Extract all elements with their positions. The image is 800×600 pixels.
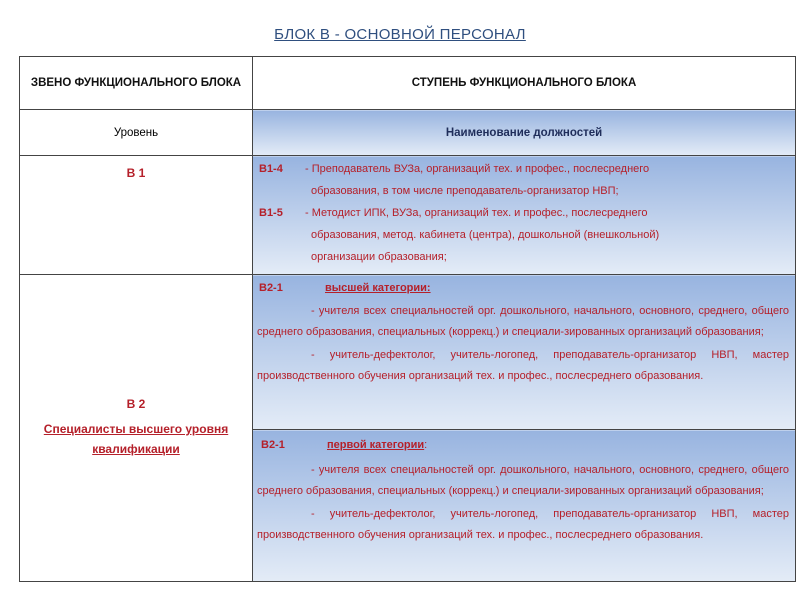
text: - Методист ИПК, ВУЗа, организаций тех. и профес., послесреднего [305, 207, 648, 219]
level-b1: В 1 [20, 156, 253, 275]
page-title: БЛОК В - ОСНОВНОЙ ПЕРСОНАЛ [274, 26, 526, 43]
level-code: В 2 [126, 397, 146, 411]
header-col2: СТУПЕНЬ ФУНКЦИОНАЛЬНОГО БЛОКА [253, 57, 796, 110]
text: - учителя всех специальностей орг. дошкольного, начального, основного, среднего, общего среднего образования, специальных (коррекц.) и специали-зированных организаций образования; [257, 305, 789, 338]
text: - учитель-дефектолог, учитель-логопед, преподаватель-организатор НВП, мастер производственного обучения организаций тех. и профес., послесреднего образования. [257, 349, 789, 382]
positions-b2-highest [253, 275, 796, 430]
positions-b1 [253, 156, 796, 275]
text: - учителя всех специальностей орг. дошкольного, начального, основного, среднего, общего среднего образования, специальных (коррекц.) и специали-зированных организаций образования; [257, 464, 789, 497]
table-row-b2-top [20, 275, 796, 430]
text: - учитель-дефектолог, учитель-логопед, преподаватель-организатор НВП, мастер производственного обучения организаций тех. и профес., послесреднего образования. [257, 508, 789, 541]
code: В1-4 [259, 163, 283, 175]
subheader-positions: Наименование должностей [253, 110, 796, 156]
header-row [20, 57, 796, 110]
text: организации образования; [311, 251, 447, 263]
table-row-b1 [20, 156, 796, 275]
code: В2-1 [259, 282, 283, 294]
header-col1: ЗВЕНО ФУНКЦИОНАЛЬНОГО БЛОКА [20, 57, 253, 110]
level-label: Специалисты высшего уровня квалификации [43, 422, 229, 456]
text: - Преподаватель ВУЗа, организаций тех. и профес., послесреднего [305, 163, 650, 175]
staff-table [19, 56, 796, 582]
text: образования, в том числе преподаватель-организатор НВП; [311, 185, 619, 197]
text: образования, метод. кабинета (центра), дошкольной (внешкольной) [311, 229, 660, 241]
subheader-row [20, 110, 796, 156]
code: В1-5 [259, 207, 283, 219]
subheader-level: Уровень [20, 110, 253, 156]
category: первой категории [327, 439, 425, 451]
category: высшей категории: [325, 282, 431, 294]
positions-b2-first [253, 430, 796, 582]
code: В2-1 [261, 439, 285, 451]
level-b2 [20, 275, 253, 582]
colon: : [424, 439, 428, 451]
